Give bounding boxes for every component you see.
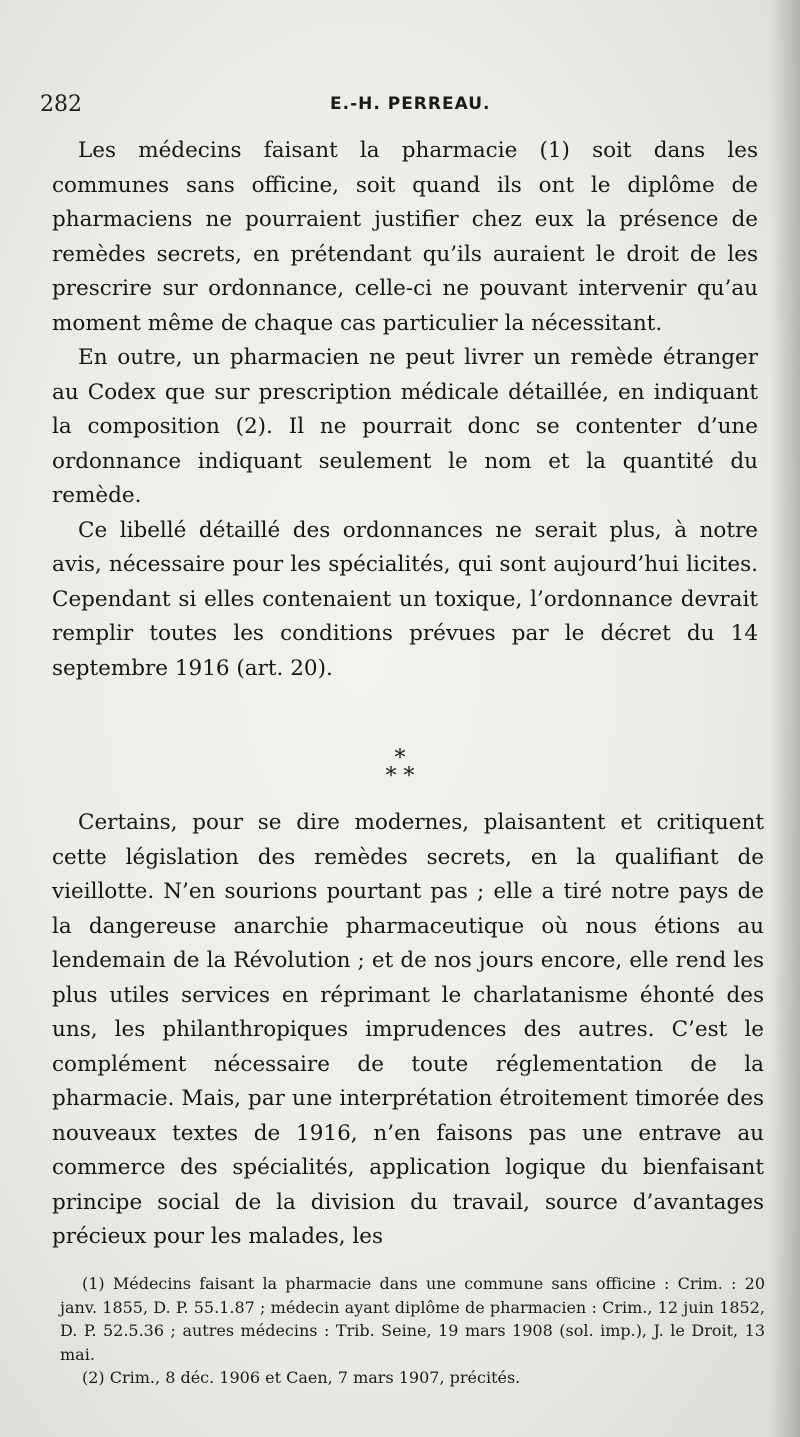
second-text-block	[52, 806, 764, 1255]
page-header	[40, 88, 760, 124]
paragraph: Les médecins faisant la pharmacie (1) soit dans les communes sans officine, soit quand ils ont le diplôme de pharmaciens ne pourraient justifier chez eux la présence de remèdes secrets, en prétendant qu’ils auraient le droit de les prescrire sur ordonnance, celle-ci ne pouvant intervenir qu’au moment même de chaque cas particulier la nécessitant.	[52, 138, 758, 336]
asterism-separator	[0, 746, 800, 810]
main-text-block	[52, 134, 758, 686]
footnote: (2) Crim., 8 déc. 1906 et Caen, 7 mars 1907, précités.	[82, 1368, 521, 1387]
asterism-top: *	[394, 746, 406, 771]
footnotes	[60, 1272, 765, 1390]
asterism-bottom: * *	[385, 764, 415, 789]
paragraph: Certains, pour se dire modernes, plaisantent et critiquent cette législation des remèdes secrets, en la qualifiant de vieillotte. N’en sourions pourtant pas ; elle a tiré notre pays de la dangereuse anarchie pharmaceutique où nous étions au lendemain de la Révolution ; et de nos jours encore, elle rend les plus utiles services en réprimant le charlatanisme éhonté des uns, les philanthropiques imprudences des autres. C’est le complément nécessaire de toute réglementation de la pharmacie. Mais, par une interprétation étroitement timorée des nouveaux textes de 1916, n’en faisons pas une entrave au commerce des spécialités, application logique du bienfaisant principe social de la division du travail, source d’avantages précieux pour les malades, les	[52, 810, 764, 1249]
footnote: (1) Médecins faisant la pharmacie dans une commune sans officine : Crim. : 20 janv. 1855, D. P. 55.1.87 ; médecin ayant diplôme de pharmacien : Crim., 12 juin 1852, D. P. 52.5.36 ; autres médecins : Trib. Seine, 19 mars 1908 (sol. imp.), J. le Droit, 13 mai.	[60, 1274, 765, 1364]
paragraph: En outre, un pharmacien ne peut livrer un remède étranger au Codex que sur prescription médicale détaillée, en indiquant la composition (2). Il ne pourrait donc se contenter d’une ordonnance indiquant seulement le nom et la quantité du remède.	[52, 345, 758, 508]
page-number: 282	[40, 92, 82, 117]
paragraph: Ce libellé détaillé des ordonnances ne serait plus, à notre avis, nécessaire pour les spécialités, qui sont aujourd’hui licites. Cependant si elles contenaient un toxique, l’ordonnance devrait remplir toutes les conditions prévues par le décret du 14 septembre 1916 (art. 20).	[52, 517, 758, 681]
page-edge-shadow	[770, 0, 800, 1437]
running-head: E.-H. PERREAU.	[330, 94, 491, 114]
